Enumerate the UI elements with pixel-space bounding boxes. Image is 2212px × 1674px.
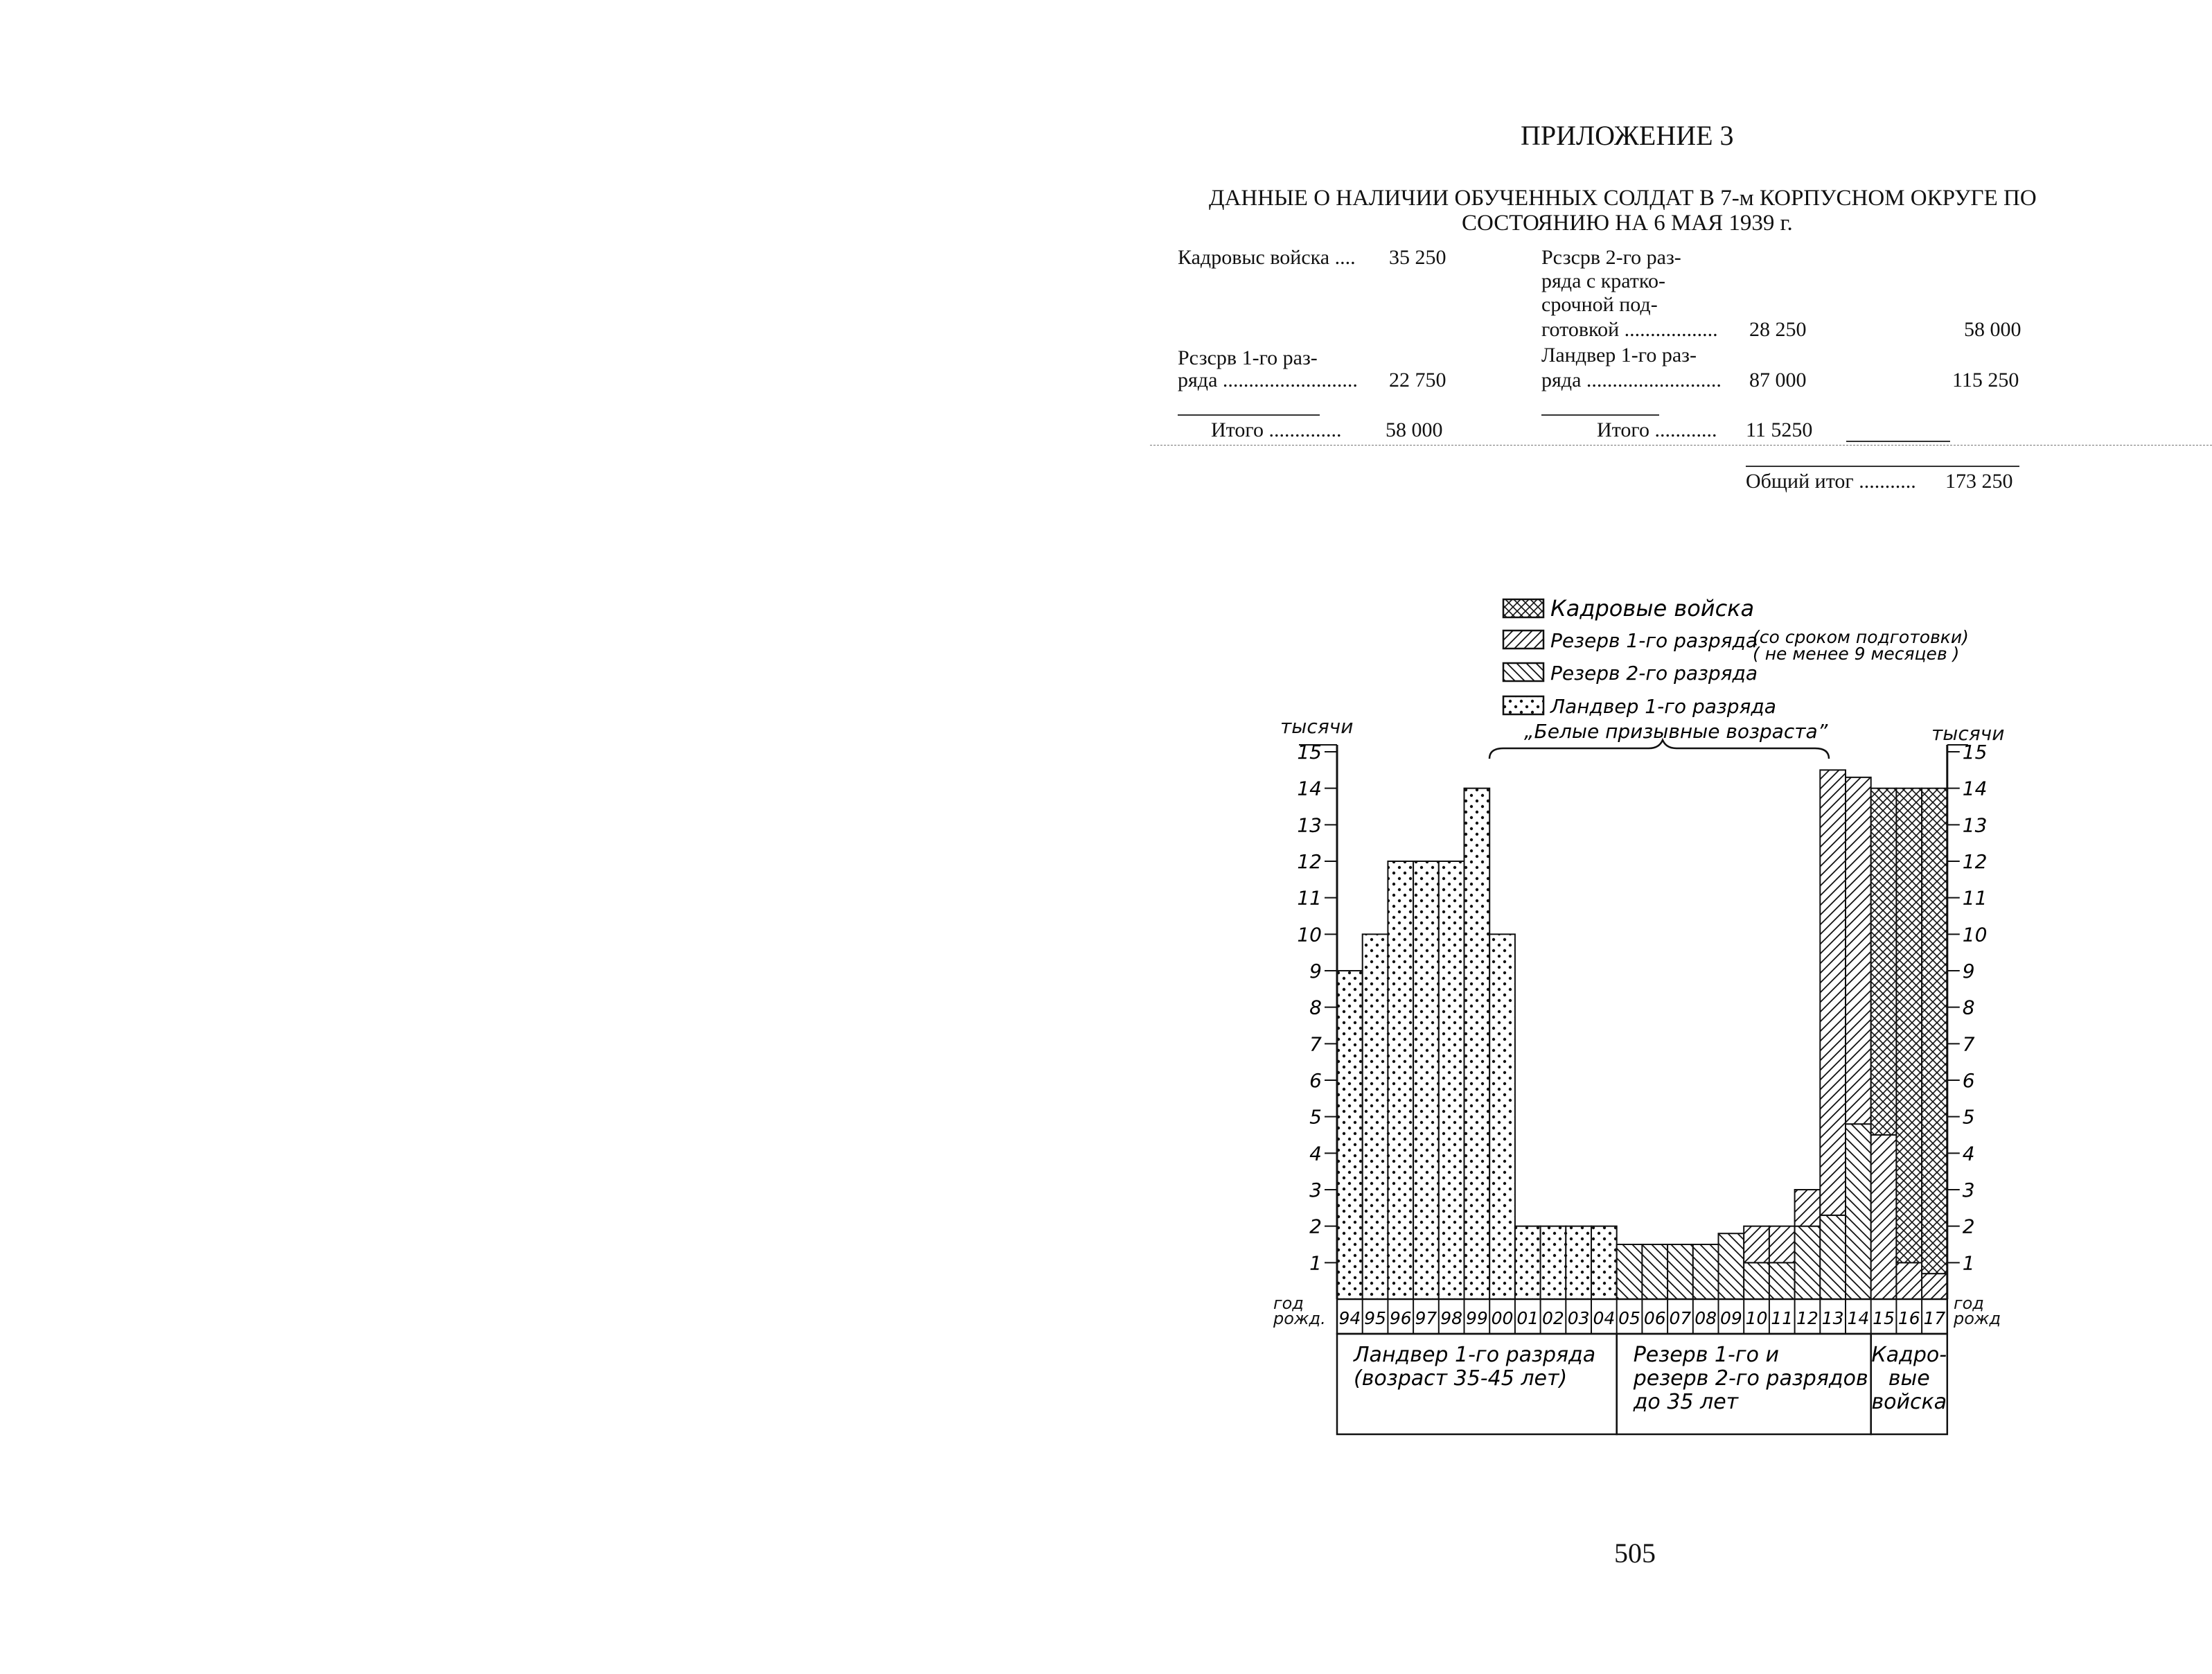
legend-label-hatch-fwd: Резерв 1-го разряда	[1550, 629, 1758, 652]
page-number: 505	[1614, 1538, 1656, 1569]
category-label-14: 14	[1847, 1308, 1870, 1328]
group-label-1-line1: Резерв 1-го и	[1633, 1343, 1779, 1367]
legend-label-dots: Ландвер 1-го разряда	[1550, 695, 1776, 718]
y-tick-label-right-3: 3	[1962, 1179, 1975, 1201]
group-label-2-line1: Кадро-	[1871, 1343, 1947, 1367]
group-label-1-line3: до 35 лет	[1633, 1390, 1739, 1414]
legend-label-hatch-back: Резерв 2-го разряда	[1550, 662, 1758, 685]
landwehr-label-line1: Ландвер 1-го раз-	[1541, 344, 1697, 367]
bar-08-series-1	[1693, 1244, 1719, 1299]
bar-09-series-1	[1719, 1233, 1744, 1299]
y-tick-label-right-4: 4	[1962, 1142, 1975, 1165]
category-label-05: 05	[1618, 1308, 1640, 1328]
category-label-16: 16	[1897, 1308, 1920, 1328]
white-cohorts-brace	[1489, 740, 1829, 759]
x-axis-label-right: год рожд	[1954, 1294, 2001, 1328]
group-label-2-line3: войска	[1871, 1390, 1947, 1414]
bar-00-series-0	[1489, 934, 1515, 1299]
legend-swatch-hatch-back	[1503, 663, 1543, 681]
legend-note-line1: (со сроком подготовки)	[1753, 627, 1969, 647]
bar-03-series-0	[1566, 1226, 1591, 1299]
y-tick-label-left-9: 9	[1309, 960, 1322, 983]
y-tick-label-left-1: 1	[1309, 1251, 1322, 1275]
grand-total-value: 173 250	[1945, 470, 2013, 493]
y-unit-label-right: тысячи	[1931, 722, 2005, 745]
bar-15-series-2	[1871, 1135, 1897, 1299]
y-tick-label-left-12: 12	[1297, 850, 1322, 873]
category-label-00: 00	[1491, 1308, 1514, 1328]
y-tick-label-right-11: 11	[1962, 886, 1988, 910]
reserve2-label-line4: готовкой ..................	[1541, 318, 1718, 341]
group-label-0-line2: (возраст 35-45 лет)	[1354, 1366, 1568, 1391]
group-label-0-line1: Ландвер 1-го разряда	[1354, 1343, 1596, 1367]
reserve2-cumulative: 58 000	[1964, 318, 2021, 341]
grand-total-label: Общий итог ...........	[1746, 470, 1916, 493]
reserve2-label-line1: Рсзсрв 2-го раз-	[1541, 246, 1681, 269]
y-tick-label-left-13: 13	[1297, 813, 1322, 837]
y-tick-label-left-6: 6	[1309, 1069, 1322, 1092]
legend-white-cohorts-note: „Белые призывные возраста”	[1524, 720, 1828, 743]
bar-02-series-0	[1541, 1226, 1566, 1299]
y-tick-label-left-7: 7	[1309, 1032, 1322, 1056]
y-tick-label-left-10: 10	[1297, 923, 1322, 946]
bar-06-series-1	[1642, 1244, 1667, 1299]
category-label-10: 10	[1745, 1308, 1768, 1328]
category-label-99: 99	[1465, 1308, 1488, 1328]
bar-99-series-0	[1465, 788, 1490, 1299]
y-tick-label-left-11: 11	[1297, 886, 1322, 910]
bar-14-series-2	[1846, 777, 1871, 1124]
category-label-15: 15	[1873, 1308, 1895, 1328]
category-label-13: 13	[1821, 1308, 1844, 1328]
landwehr-value: 87 000	[1749, 369, 1807, 391]
bar-10-series-1	[1744, 1262, 1769, 1299]
right-total-label: Итого ............	[1597, 418, 1717, 441]
y-tick-label-left-8: 8	[1309, 996, 1322, 1019]
bar-94-series-0	[1337, 971, 1363, 1299]
y-tick-label-right-8: 8	[1962, 996, 1975, 1019]
category-label-07: 07	[1669, 1308, 1692, 1328]
bar-04-series-0	[1591, 1226, 1617, 1299]
bar-96-series-0	[1388, 861, 1413, 1299]
reserve2-label-line3: срочной под-	[1541, 293, 1658, 316]
appendix-heading: ПРИЛОЖЕНИЕ 3	[1521, 120, 1734, 151]
reserve2-value: 28 250	[1749, 318, 1807, 341]
y-tick-label-right-13: 13	[1962, 813, 1988, 837]
bar-17-series-3	[1922, 788, 1947, 1274]
y-tick-label-right-12: 12	[1962, 850, 1988, 873]
category-label-17: 17	[1923, 1308, 1946, 1328]
reserve2-label-line2: ряда с кратко-	[1541, 270, 1665, 292]
right-total-value: 11 5250	[1746, 418, 1813, 441]
y-tick-label-left-5: 5	[1309, 1105, 1322, 1129]
bar-97-series-0	[1413, 861, 1439, 1299]
y-tick-label-right-6: 6	[1962, 1069, 1975, 1092]
bar-12-series-1	[1795, 1226, 1821, 1299]
bar-13-series-1	[1820, 1215, 1846, 1299]
bar-16-series-2	[1896, 1262, 1922, 1299]
cadre-value: 35 250	[1389, 246, 1446, 269]
y-tick-label-right-10: 10	[1962, 923, 1988, 946]
category-label-01: 01	[1516, 1308, 1539, 1328]
legend-label-crosshatch: Кадровые войска	[1550, 595, 1755, 622]
bar-13-series-2	[1820, 770, 1846, 1215]
bar-07-series-1	[1667, 1244, 1693, 1299]
y-tick-label-right-15: 15	[1962, 741, 1988, 764]
bar-95-series-0	[1363, 934, 1388, 1299]
legend-swatch-dots	[1503, 696, 1543, 714]
legend-note-line2: ( не менее 9 месяцев )	[1753, 644, 1960, 664]
category-label-02: 02	[1542, 1308, 1564, 1328]
document-title-line2: СОСТОЯНИЮ НА 6 МАЯ 1939 г.	[1462, 211, 1793, 236]
category-label-95: 95	[1364, 1308, 1386, 1328]
category-label-12: 12	[1796, 1308, 1819, 1328]
y-tick-label-right-5: 5	[1962, 1105, 1975, 1129]
bar-14-series-1	[1846, 1124, 1871, 1299]
bar-05-series-1	[1617, 1244, 1643, 1299]
category-label-98: 98	[1440, 1308, 1463, 1328]
category-label-97: 97	[1415, 1308, 1437, 1328]
y-tick-label-right-2: 2	[1962, 1215, 1975, 1238]
group-label-2-line2: вые	[1888, 1366, 1930, 1391]
legend-swatch-hatch-fwd	[1503, 631, 1543, 649]
y-tick-label-left-4: 4	[1309, 1142, 1322, 1165]
group-label-1-line2: резерв 2-го разрядов	[1633, 1366, 1868, 1391]
category-label-03: 03	[1567, 1308, 1590, 1328]
y-tick-label-left-14: 14	[1297, 777, 1322, 800]
category-label-08: 08	[1695, 1308, 1717, 1328]
document-title-line1: ДАННЫЕ О НАЛИЧИИ ОБУЧЕННЫХ СОЛДАТ В 7-м КОРПУСНОМ ОКРУГЕ ПО	[1209, 186, 2037, 211]
category-label-96: 96	[1389, 1308, 1412, 1328]
category-label-06: 06	[1643, 1308, 1666, 1328]
bar-16-series-3	[1896, 788, 1922, 1263]
y-tick-label-right-9: 9	[1962, 960, 1975, 983]
bar-11-series-2	[1769, 1226, 1795, 1263]
y-tick-label-right-7: 7	[1962, 1032, 1975, 1056]
landwehr-label-line2: ряда ..........................	[1541, 369, 1722, 391]
category-label-04: 04	[1593, 1308, 1616, 1328]
y-tick-label-left-3: 3	[1309, 1179, 1322, 1201]
landwehr-cumulative: 115 250	[1952, 369, 2019, 391]
category-label-11: 11	[1771, 1308, 1794, 1328]
bar-17-series-2	[1922, 1274, 1947, 1299]
category-label-09: 09	[1719, 1308, 1742, 1328]
bar-11-series-1	[1769, 1262, 1795, 1299]
bar-01-series-0	[1515, 1226, 1541, 1299]
y-tick-label-right-14: 14	[1962, 777, 1988, 800]
reserve1-value: 22 750	[1389, 369, 1446, 391]
bar-15-series-3	[1871, 788, 1897, 1135]
y-tick-label-left-2: 2	[1309, 1215, 1322, 1238]
legend-swatch-crosshatch	[1503, 599, 1543, 617]
left-total-label: Итого ..............	[1211, 418, 1342, 441]
reserve1-label-line2: ряда ..........................	[1178, 369, 1358, 391]
bar-12-series-2	[1795, 1190, 1821, 1226]
bar-98-series-0	[1439, 861, 1465, 1299]
bar-10-series-2	[1744, 1226, 1769, 1263]
y-unit-label-left: тысячи	[1280, 715, 1354, 738]
category-label-94: 94	[1338, 1308, 1361, 1328]
cadre-label: Кадровыс войска ....	[1178, 246, 1356, 269]
left-total-value: 58 000	[1386, 418, 1443, 441]
reserve1-label-line1: Рсзсрв 1-го раз-	[1178, 346, 1318, 369]
x-axis-label-left: год рожд.	[1273, 1294, 1326, 1328]
y-tick-label-left-15: 15	[1297, 741, 1322, 764]
y-tick-label-right-1: 1	[1962, 1251, 1975, 1275]
